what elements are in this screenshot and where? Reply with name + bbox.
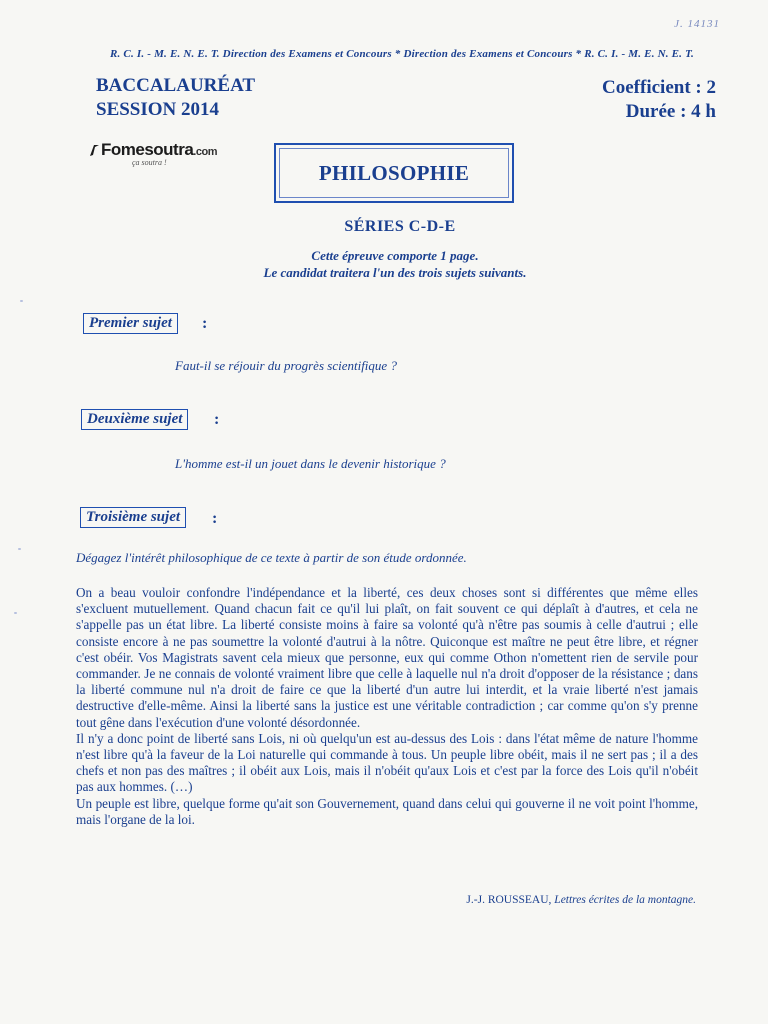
text-paragraph: Il n'y a donc point de liberté sans Lois, ni où quelqu'un est au-dessus des Lois : dans l'état même de nature l'homme n'est libre qu'à la faveur de la Loi naturelle qui commande à tous. Un peuple libre obéit, mais il ne sert pas ; il a des chefs et non pas des maîtres ; il obéit aux Lois, mais il n'obéit qu'aux Lois et c'est par la force des Lois qu'il n'obéit pas aux hommes. (…)	[76, 730, 698, 795]
ministry-header: R. C. I. - M. E. N. E. T. Direction des Examens et Concours * Direction des Examens et Concours * R. C. I. - M. E. N. E. T.	[110, 48, 694, 60]
text-instruction: Dégagez l'intérêt philosophique de ce texte à partir de son étude ordonnée.	[76, 550, 467, 565]
document-code: J. 14131	[674, 18, 720, 30]
first-subject-colon: :	[202, 315, 208, 332]
subject-title-box	[274, 143, 514, 203]
scan-speck	[20, 300, 23, 302]
exam-duration: Durée : 4 h	[625, 101, 716, 122]
subject-title: PHILOSOPHIE	[318, 160, 470, 185]
philosophy-text	[76, 585, 698, 828]
logo-name: Fomesoutra	[101, 140, 194, 159]
second-subject-question: L'homme est-il un jouet dans le devenir historique ?	[175, 456, 446, 471]
site-logo	[88, 140, 217, 167]
scan-speck	[18, 548, 21, 550]
first-subject-label: Premier sujet	[83, 313, 178, 334]
logo-swoosh-icon	[88, 143, 100, 157]
text-paragraph: On a beau vouloir confondre l'indépendance et la liberté, ces deux choses sont si différentes que même elles s'excluent mutuellement. Quand chacun fait ce qu'il lui plaît, on fait souvent ce qui déplaît à d'autres, et cela ne s'appelle pas un état libre. La liberté consiste moins à faire sa volonté qu'à n'être pas soumis à celle d'autrui ; elle consiste encore à ne pas soumettre la volonté d'autrui à la nôtre. Quiconque est maître ne peut être libre, et régner c'est obéir. Vos Magistrats savent cela mieux que personne, eux qui comme Othon n'omettent rien de servile pour commander. Je ne connais de volonté vraiment libre que celle à laquelle nul n'a droit d'opposer de la résistance ; dans la liberté commune nul n'a droit de faire ce que la liberté d'un autre lui interdit, et la vraie liberté n'est jamais destructive d'elle-même. Ainsi la liberté sans la justice est une véritable contradiction ; car comme qu'on s'y prenne tout gêne dans l'exécution d'une volonté désordonnée.	[76, 585, 698, 730]
scan-speck	[14, 612, 17, 614]
second-subject-colon: :	[214, 411, 220, 428]
text-paragraph: Un peuple est libre, quelque forme qu'ait son Gouvernement, quand dans celui qui gouverne il ne voit point l'homme, mais l'organe de la loi.	[76, 795, 698, 827]
exam-title: BACCALAURÉAT	[96, 75, 256, 96]
instruction-line: Le candidat traitera l'un des trois sujets suivants.	[263, 265, 527, 280]
instructions	[0, 247, 768, 281]
logo-tagline: ça soutra !	[132, 158, 167, 167]
logo-suffix: .com	[193, 146, 217, 158]
third-subject-colon: :	[212, 510, 218, 527]
exam-session: SESSION 2014	[96, 99, 220, 120]
second-subject-label: Deuxième sujet	[81, 409, 188, 430]
instruction-line: Cette épreuve comporte 1 page.	[311, 248, 479, 263]
work-title: Lettres écrites de la montagne.	[554, 894, 696, 906]
first-subject-question: Faut-il se réjouir du progrès scientifique ?	[175, 358, 397, 373]
exam-title-block	[96, 74, 255, 122]
third-subject-label: Troisième sujet	[80, 507, 186, 528]
author-name: J.-J. ROUSSEAU,	[466, 894, 552, 906]
text-source	[466, 894, 696, 906]
series-label: SÉRIES C-D-E	[344, 218, 456, 235]
exam-meta-block	[602, 76, 716, 124]
exam-coefficient: Coefficient : 2	[602, 77, 716, 98]
